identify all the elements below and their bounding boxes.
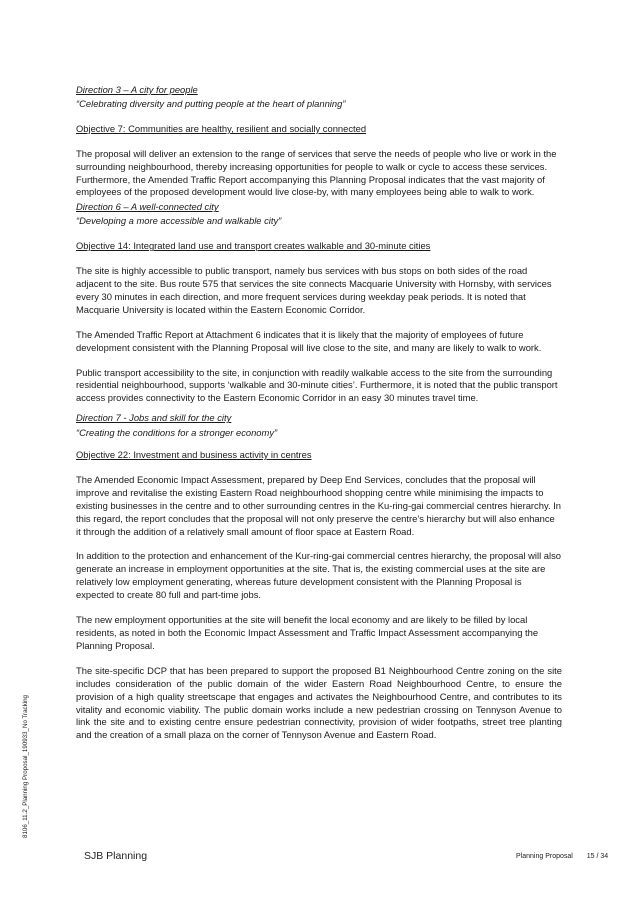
paragraph: The proposal will deliver an extension to the range of services that serve the needs of people who live or work in the surrounding neighbourhood, thereby increasing opportunities for people to walk or cycle to access these services. Furthermore, the Amended Traffic Report accompanying this Planning Proposal indicates that the vast majority of employees of the proposed development would live close-by, with many employees being able to walk to work. [76,147,557,198]
direction-7-heading: Direction 7 - Jobs and skill for the city [76,412,232,424]
paragraph: The site is highly accessible to public transport, namely bus services with bus stops on both sides of the road adjacent to the site. Bus route 575 that services the site connects Macquarie University with Hornsby, with services every 30 minutes in each direction, and more frequent services during weekday peak periods. It is noted that Macquarie University is located within the Eastern Economic Corridor. [76,265,552,315]
objective-22-heading: Objective 22: Investment and business activity in centres [76,449,312,461]
page-body [76,84,562,742]
paragraph: Public transport accessibility to the site, in conjunction with readily walkable access to the site from the surrounding residential neighbourhood, supports ‘walkable and 30-minute cities’. Furthermore, it is noted that the public transport access provides connectivity to the Eastern Economic Corridor in an easy 30 minutes travel time. [76,366,558,404]
paragraph: The site-specific DCP that has been prepared to support the proposed B1 Neighbourhood Centre zoning on the site includes consideration of the public domain of the wider Eastern Road Neighbourhood Centre, to ensure the provision of a high quality streetscape that engages and activates the Neighbourhood Centre, and contributes to its vitality and economic viability. The public domain works include a new pedestrian crossing on Tennyson Avenue to link the site and to existing centre ensure pedestrian connectivity, provision of wider footpaths, street tree planting and the creation of a small plaza on the corner of Tennyson Avenue and Eastern Road. [76,664,562,741]
footer-page-number: 15 / 34 [586,853,609,860]
footer-document-info [516,853,608,860]
paragraph: The Amended Traffic Report at Attachment 6 indicates that it is likely that the majority of employees of future development consistent with the Planning Proposal will live close to the site, and many are likely to walk to work. [76,328,542,353]
direction-7-quote: “Creating the conditions for a stronger economy” [76,427,278,439]
objective-7-heading: Objective 7: Communities are healthy, resilient and socially connected [76,122,367,134]
footer-organisation: SJB Planning [84,850,148,862]
paragraph: The Amended Economic Impact Assessment, prepared by Deep End Services, concludes that the proposal will improve and revitalise the existing Eastern Road neighbourhood shopping centre while minimising the impacts to existing businesses in the centre and to other surrounding centres in the Ku-ring-gai commercial centres hierarchy. In this regard, the report concludes that the proposal will not only preserve the centre’s hierarchy but will also enhance it through the addition of a relatively small amount of floor space at Eastern Road. [76,473,561,537]
direction-6-heading: Direction 6 – A well-connected city [76,201,219,213]
document-reference-sidebar: 8106_11.2_Planning Proposal_190933_No Tracking [22,695,29,838]
paragraph: The new employment opportunities at the site will benefit the local economy and are likely to be filled by local residents, as noted in both the Economic Impact Assessment and Traffic Impact Assessment accompanying the Planning Proposal. [76,614,539,651]
direction-3-quote: “Celebrating diversity and putting people at the heart of planning” [76,97,346,109]
paragraph: In addition to the protection and enhancement of the Kur-ring-gai commercial centres hierarchy, the proposal will also generate an increase in employment opportunities at the site. That is, the existing commercial uses at the site are relatively low employment generating, whereas future development consistent with the Planning Proposal is expected to create 80 full and part-time jobs. [76,550,561,601]
footer-document-title: Planning Proposal [516,853,573,860]
objective-14-heading: Objective 14: Integrated land use and transport creates walkable and 30-minute cities [76,240,431,252]
direction-3-heading: Direction 3 – A city for people [76,84,198,95]
direction-6-quote: “Developing a more accessible and walkable city” [76,215,282,227]
